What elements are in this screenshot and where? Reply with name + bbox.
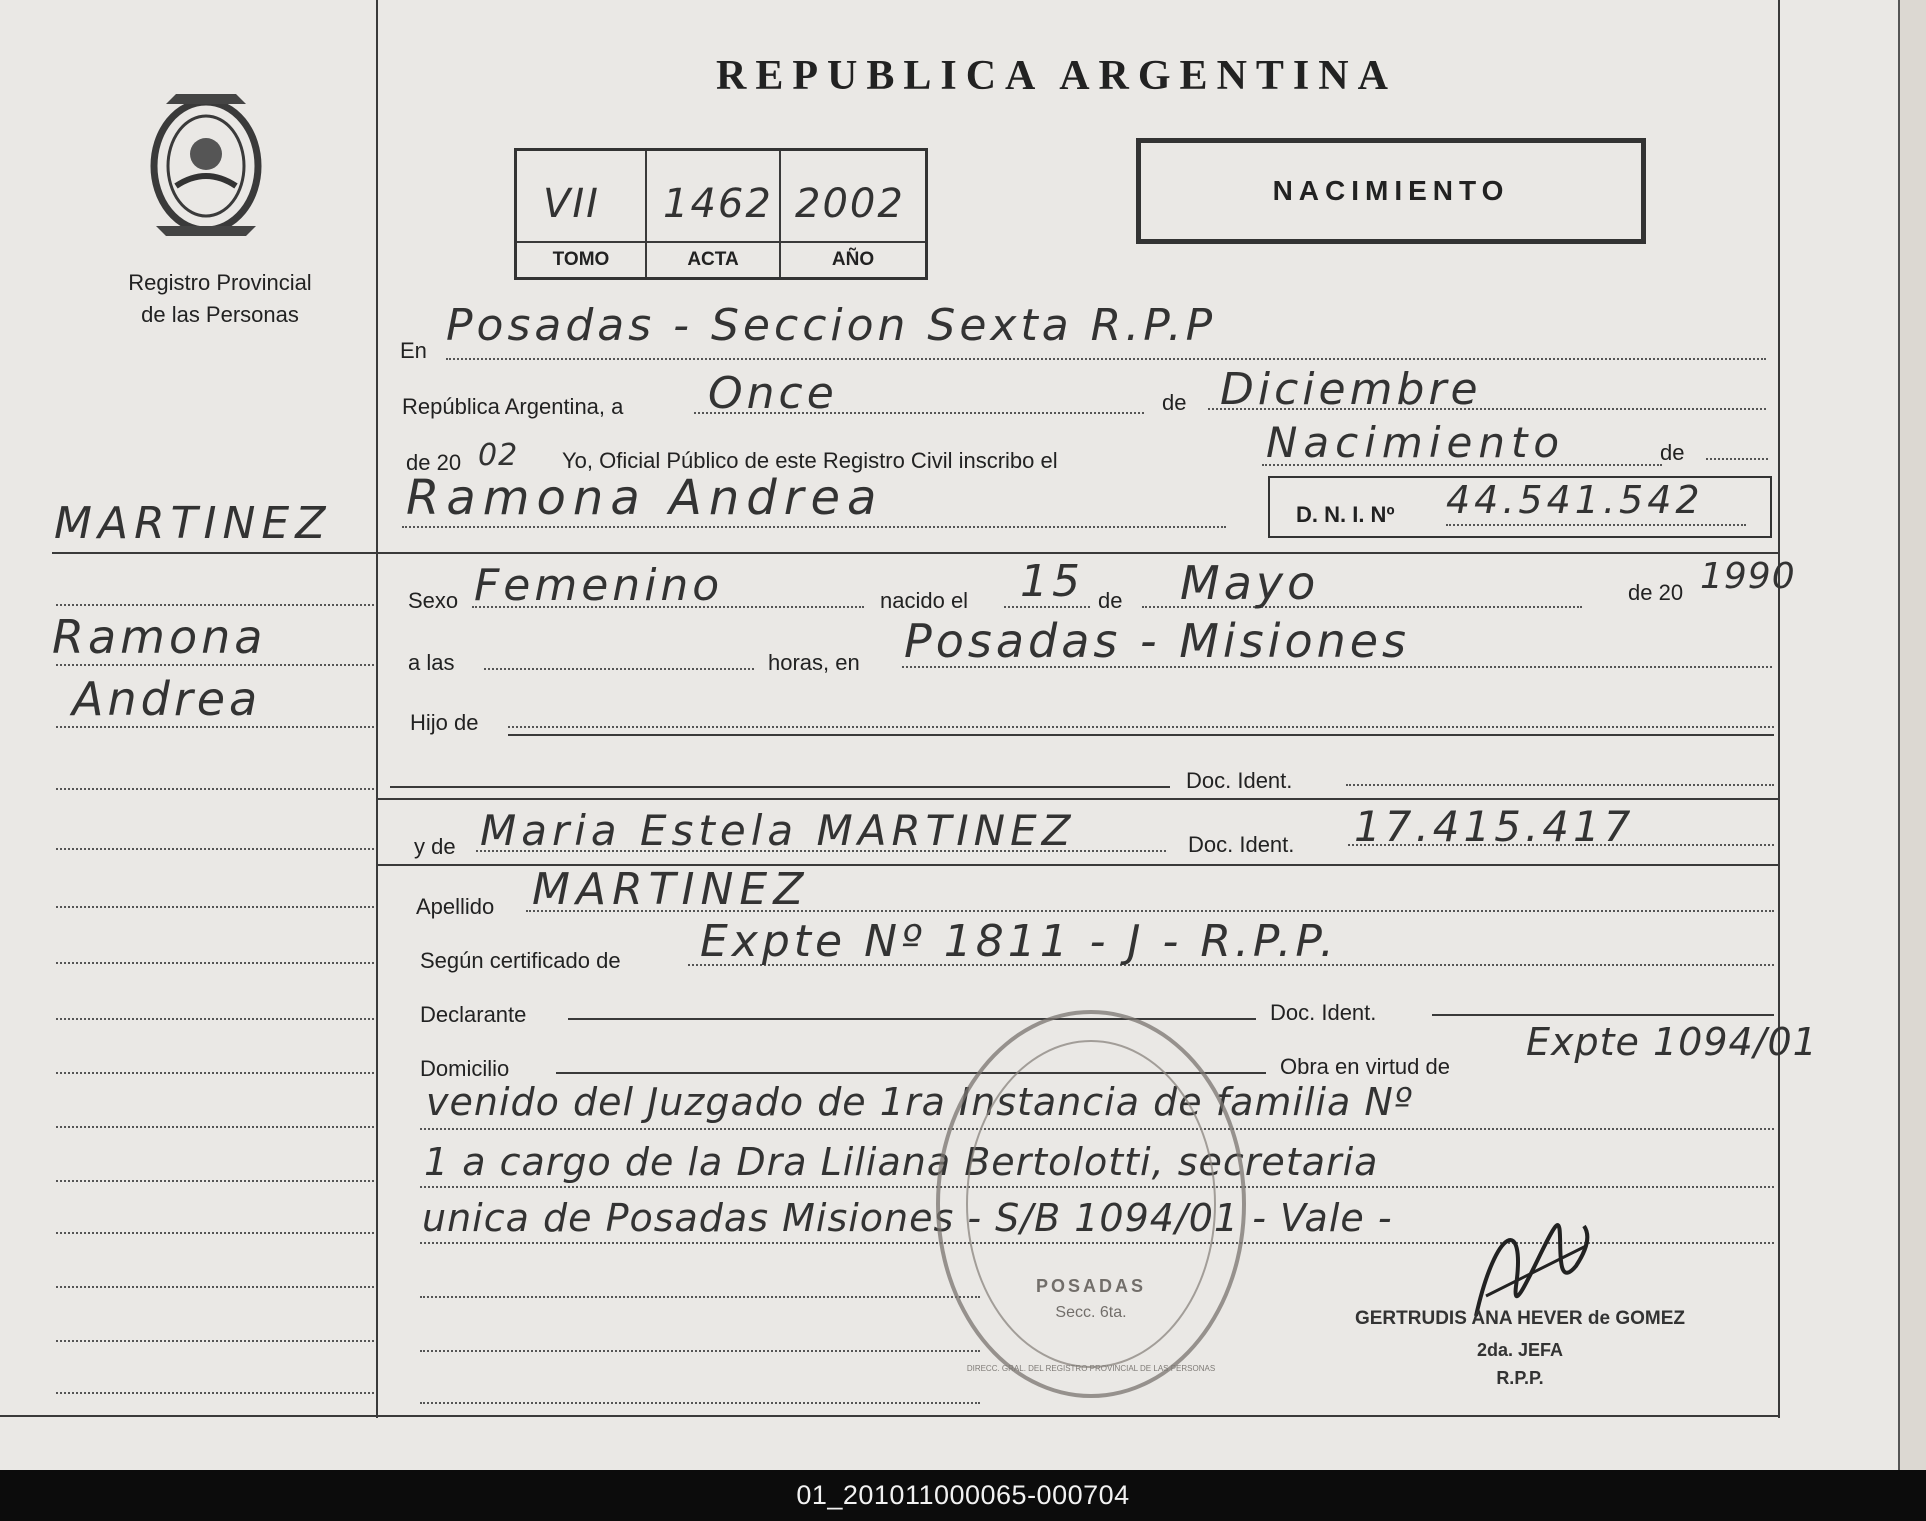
margin-line <box>56 1286 374 1288</box>
de-line <box>1706 458 1768 460</box>
page-edge <box>1898 0 1926 1470</box>
sexo-label: Sexo <box>408 588 459 613</box>
ano-label: AÑO <box>831 249 875 270</box>
mother-doc: 17.415.417 <box>1354 802 1635 851</box>
hijo-underline <box>508 734 1774 736</box>
inscribo-value: Nacimiento <box>1266 418 1566 467</box>
obra-value: Expte 1094/01 <box>1526 1020 1818 1064</box>
name-line <box>402 526 1226 528</box>
box-divider <box>517 241 925 243</box>
doc-ident-label-2: Doc. Ident. <box>1188 832 1295 857</box>
hijo-label: Hijo de <box>410 710 479 735</box>
official-stamp <box>936 1010 1246 1398</box>
ano-value: 2002 <box>795 181 905 227</box>
margin-line <box>56 604 374 606</box>
stamp-ring-text: DIRECC. GRAL. DEL REGISTRO PROVINCIAL DE LAS PERSONAS <box>966 1364 1216 1373</box>
note-rule <box>420 1402 980 1404</box>
segun-label: Según certificado de <box>420 948 621 973</box>
margin-surname-line <box>52 552 376 554</box>
de-label: de <box>1162 390 1187 415</box>
dni-box <box>1268 476 1772 538</box>
sexo-value: Femenino <box>474 560 724 611</box>
country-title: REPUBLICA ARGENTINA <box>716 53 1397 99</box>
tomo-value: VII <box>543 181 600 227</box>
de-label-3: de <box>1098 588 1123 613</box>
stamp-city: POSADAS <box>1035 1276 1146 1296</box>
doc-ident-label-1: Doc. Ident. <box>1186 768 1293 793</box>
de20-label-2: de 20 <box>1628 580 1684 605</box>
hour-line <box>484 668 754 670</box>
margin-given-name-1: Ramona <box>52 610 267 664</box>
a-las-label: a las <box>408 650 455 675</box>
hijo-line-2 <box>390 786 1170 788</box>
record-type: NACIMIENTO <box>1272 175 1510 206</box>
apellido-value: MARTINEZ <box>532 864 810 915</box>
place-value: Posadas - Misiones <box>904 614 1411 668</box>
domicilio-label: Domicilio <box>420 1056 510 1081</box>
margin-line <box>56 1232 374 1234</box>
tomo-label: TOMO <box>552 249 610 270</box>
birth-day: 15 <box>1020 556 1084 607</box>
document-code: 01_201011000065-000704 <box>796 1480 1130 1510</box>
margin-line <box>56 1072 374 1074</box>
name-value: Ramona Andrea <box>406 470 884 526</box>
margin-line <box>56 1340 374 1342</box>
note-rule <box>420 1350 980 1352</box>
de20-label: de 20 <box>406 450 462 475</box>
stamp-section: Secc. 6ta. <box>1055 1304 1127 1321</box>
registry-name-line1: Registro Provincial <box>128 270 312 295</box>
record-number-box <box>514 148 928 280</box>
margin-surname: MARTINEZ <box>54 498 332 549</box>
birth-month: Mayo <box>1180 556 1320 610</box>
acta-label: ACTA <box>687 249 739 270</box>
dni-line <box>1446 524 1746 526</box>
section-divider <box>378 798 1778 800</box>
en-line <box>446 358 1766 360</box>
signature-role: 2da. JEFA <box>1476 1340 1564 1360</box>
signature-name: GERTRUDIS ANA HEVER de GOMEZ <box>1354 1308 1686 1329</box>
day-value: Once <box>708 368 838 419</box>
obra-label: Obra en virtud de <box>1280 1054 1450 1079</box>
y-de-label: y de <box>414 834 456 859</box>
note-line-2: 1 a cargo de la Dra Liliana Bertolotti, secretaria <box>424 1140 1379 1184</box>
margin-line <box>56 962 374 964</box>
signature-office: R.P.P. <box>1496 1368 1544 1388</box>
birth-year: 1990 <box>1700 556 1796 597</box>
republica-label: República Argentina, a <box>402 394 624 419</box>
margin-given-name-2: Andrea <box>72 672 262 726</box>
dni-value: 44.541.542 <box>1446 478 1704 522</box>
margin-line <box>56 726 374 728</box>
declarante-label: Declarante <box>420 1002 527 1027</box>
acta-value: 1462 <box>663 181 773 227</box>
margin-line <box>56 1180 374 1182</box>
yo-label: Yo, Oficial Público de este Registro Civil inscribo el <box>562 448 1058 473</box>
horas-label: horas, en <box>768 650 860 675</box>
segun-value: Expte Nº 1811 - J - R.P.P. <box>700 916 1338 967</box>
doc-ident-label-3: Doc. Ident. <box>1270 1000 1377 1025</box>
dni-label: D. N. I. Nº <box>1296 502 1395 527</box>
record-type-box <box>1136 138 1646 244</box>
declarante-doc-line <box>1432 1014 1774 1016</box>
hijo-line <box>508 726 1774 728</box>
margin-line <box>56 848 374 850</box>
registry-name-line2: de las Personas <box>141 302 299 327</box>
mother-value: Maria Estela MARTINEZ <box>480 806 1076 855</box>
month-value: Diciembre <box>1220 364 1482 415</box>
note-line-1: venido del Juzgado de 1ra Instancia de familia Nº <box>426 1080 1413 1124</box>
nacido-label: nacido el <box>880 588 969 613</box>
margin-line <box>56 1392 374 1394</box>
note-rule <box>420 1296 980 1298</box>
note-line-3: unica de Posadas Misiones - S/B 1094/01 - Vale - <box>422 1196 1393 1240</box>
margin-line <box>56 1018 374 1020</box>
margin-line <box>56 788 374 790</box>
margin-line <box>56 664 374 666</box>
en-label: En <box>400 338 427 363</box>
doc-ident-line-1 <box>1346 784 1774 786</box>
declarante-line <box>568 1018 1256 1020</box>
margin-line <box>56 1126 374 1128</box>
misiones-seal-icon <box>136 86 276 240</box>
de-label-2: de <box>1660 440 1685 465</box>
margin-line <box>56 906 374 908</box>
year-suffix: 02 <box>478 438 519 473</box>
right-border <box>1778 0 1780 1418</box>
left-column-border <box>376 0 378 1418</box>
bottom-border <box>0 1415 1780 1417</box>
apellido-label: Apellido <box>416 894 495 919</box>
en-value: Posadas - Seccion Sexta R.P.P <box>446 300 1217 351</box>
section-divider <box>378 552 1778 554</box>
